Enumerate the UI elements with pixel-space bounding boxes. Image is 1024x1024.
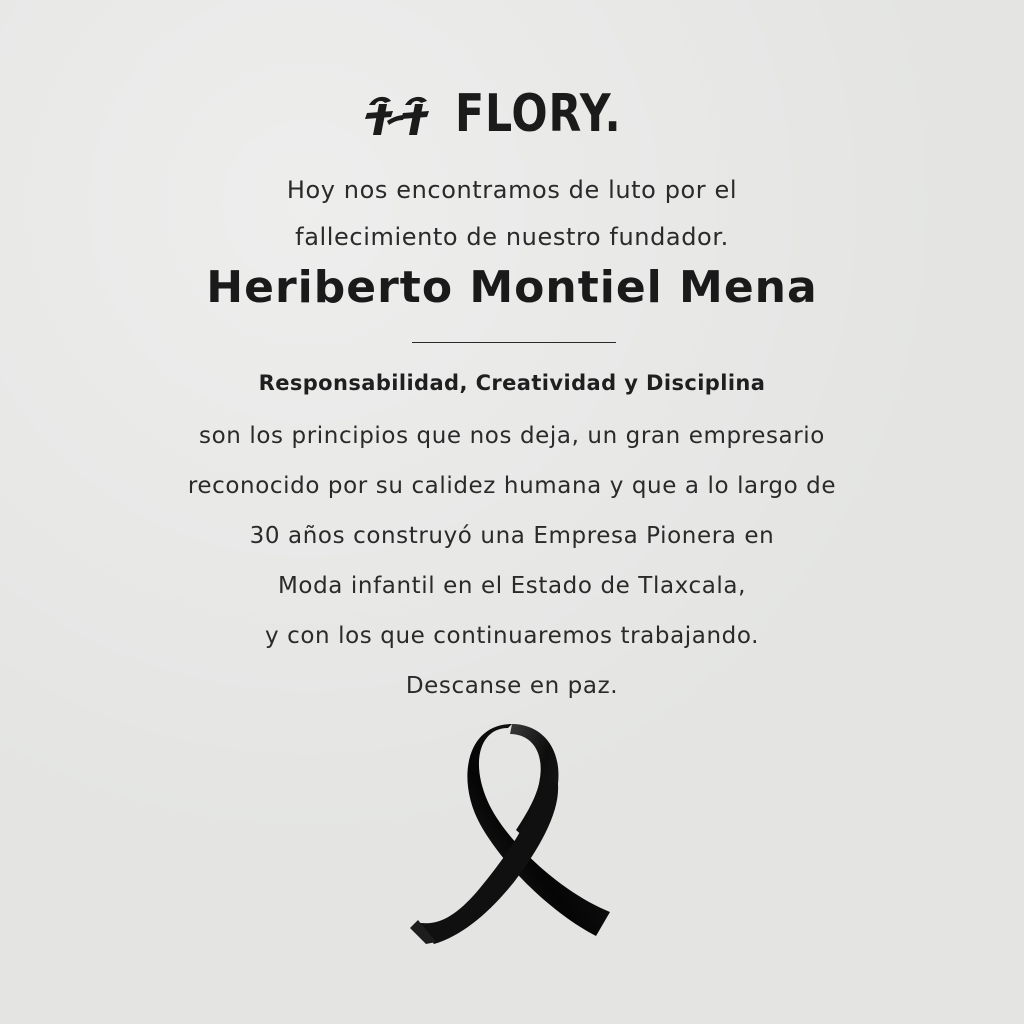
- ff-monogram-icon: [365, 91, 441, 137]
- message-line: 30 años construyó una Empresa Pionera en: [249, 523, 775, 549]
- mourning-ribbon-icon: [410, 722, 620, 948]
- intro-line-1: Hoy nos encontramos de luto por el: [286, 176, 738, 204]
- message-line: son los principios que nos deja, un gran empresario: [199, 423, 825, 449]
- brand-name: FLORY.: [455, 84, 622, 144]
- brand-logo: [0, 82, 1024, 146]
- message-line: y con los que continuaremos trabajando.: [264, 623, 760, 649]
- divider: [412, 342, 616, 343]
- intro-line-2: fallecimiento de nuestro fundador.: [295, 223, 729, 251]
- message-line: Descanse en paz.: [405, 673, 619, 699]
- message-line: Moda infantil en el Estado de Tlaxcala,: [277, 573, 746, 599]
- founder-name: Heriberto Montiel Mena: [206, 262, 818, 313]
- message-line: reconocido por su calidez humana y que a lo largo de: [187, 473, 837, 499]
- values-heading: Responsabilidad, Creatividad y Disciplina: [258, 371, 766, 395]
